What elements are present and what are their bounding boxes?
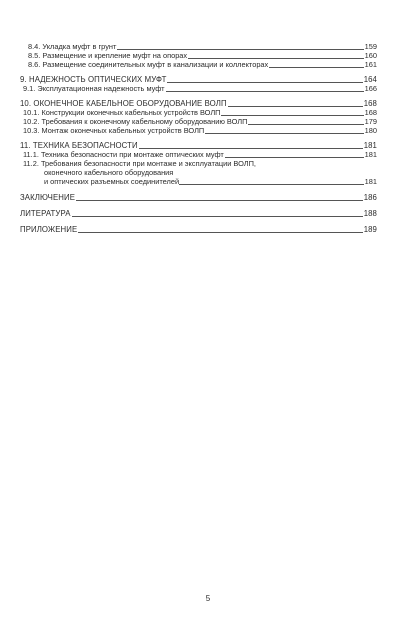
toc-chapter [20, 99, 377, 108]
toc-leader [221, 115, 363, 116]
toc-chapter [20, 75, 377, 84]
toc-entry [20, 60, 377, 69]
toc-chapter-title: ЗАКЛЮЧЕНИЕ [20, 193, 76, 202]
toc-entry [20, 51, 377, 60]
toc-entry-page: 159 [364, 42, 377, 51]
toc-chapter-title: 9. НАДЕЖНОСТЬ ОПТИЧЕСКИХ МУФТ [20, 75, 167, 84]
toc-entry [20, 117, 377, 126]
toc-chapter-page: 181 [363, 141, 377, 150]
toc-chapter-title: 10. ОКОНЕЧНОЕ КАБЕЛЬНОЕ ОБОРУДОВАНИЕ ВОЛП [20, 99, 227, 108]
toc-entry-page: 166 [364, 84, 377, 93]
toc-chapter-title: ПРИЛОЖЕНИЕ [20, 225, 78, 234]
toc-leader [72, 216, 363, 217]
toc-entry-title-line: 11.2. Требования безопасности при монтаже и эксплуатации ВОЛП, [23, 159, 256, 168]
toc-leader [167, 82, 362, 83]
toc-entry [20, 84, 377, 93]
table-of-contents [20, 42, 377, 234]
toc-leader [205, 133, 363, 134]
toc-entry [20, 150, 377, 159]
toc-chapter [20, 193, 377, 202]
toc-chapter-title: 11. ТЕХНИКА БЕЗОПАСНОСТИ [20, 141, 138, 150]
toc-entry [20, 42, 377, 51]
toc-leader [78, 232, 362, 233]
toc-leader [188, 58, 364, 59]
page-number: 5 [205, 594, 211, 603]
toc-entry-title: 8.6. Размещение соединительных муфт в канализации и коллекторах [28, 60, 269, 69]
toc-entry [20, 126, 377, 135]
toc-entry-title: 8.4. Укладка муфт в грунт [28, 42, 117, 51]
toc-entry-title: 9.1. Эксплуатационная надежность муфт [23, 84, 165, 93]
toc-chapter-page: 186 [363, 193, 377, 202]
toc-chapter [20, 225, 377, 234]
toc-entry-title: 10.3. Монтаж оконечных кабельных устройств ВОЛП [23, 126, 205, 135]
toc-chapter [20, 209, 377, 218]
toc-chapter-page: 189 [363, 225, 377, 234]
toc-entry-page: 161 [364, 60, 377, 69]
toc-entry-page: 181 [364, 150, 377, 159]
toc-entry-title-line: и оптических разъемных соединителей [44, 177, 180, 186]
toc-entry [20, 108, 377, 117]
toc-chapter-page: 168 [363, 99, 377, 108]
toc-entry-title: 11.1. Техника безопасности при монтаже оптических муфт [23, 150, 224, 159]
toc-entry-page: 181 [364, 177, 377, 186]
toc-leader [248, 124, 363, 125]
toc-entry-title-line: оконечного кабельного оборудования [44, 168, 174, 177]
toc-leader [179, 184, 364, 185]
toc-entry-page: 179 [364, 117, 377, 126]
toc-leader [117, 49, 363, 50]
toc-entry-title: 10.1. Конструкции оконечных кабельных устройств ВОЛП [23, 108, 221, 117]
toc-entry-last-line [23, 177, 377, 186]
toc-leader [139, 148, 363, 149]
toc-chapter [20, 141, 377, 150]
toc-leader [225, 157, 364, 158]
toc-leader [166, 91, 364, 92]
toc-leader [269, 67, 363, 68]
toc-entry-title: 10.2. Требования к оконечному кабельному оборудованию ВОЛП [23, 117, 248, 126]
toc-chapter-title: ЛИТЕРАТУРА [20, 209, 71, 218]
toc-entry-multiline [20, 159, 377, 186]
toc-leader [76, 200, 363, 201]
toc-entry-page: 180 [364, 126, 377, 135]
toc-entry-page: 160 [364, 51, 377, 60]
toc-chapter-page: 164 [363, 75, 377, 84]
toc-entry-page: 168 [364, 108, 377, 117]
toc-leader [228, 106, 363, 107]
toc-chapter-page: 188 [363, 209, 377, 218]
toc-entry-title: 8.5. Размещение и крепление муфт на опорах [28, 51, 188, 60]
